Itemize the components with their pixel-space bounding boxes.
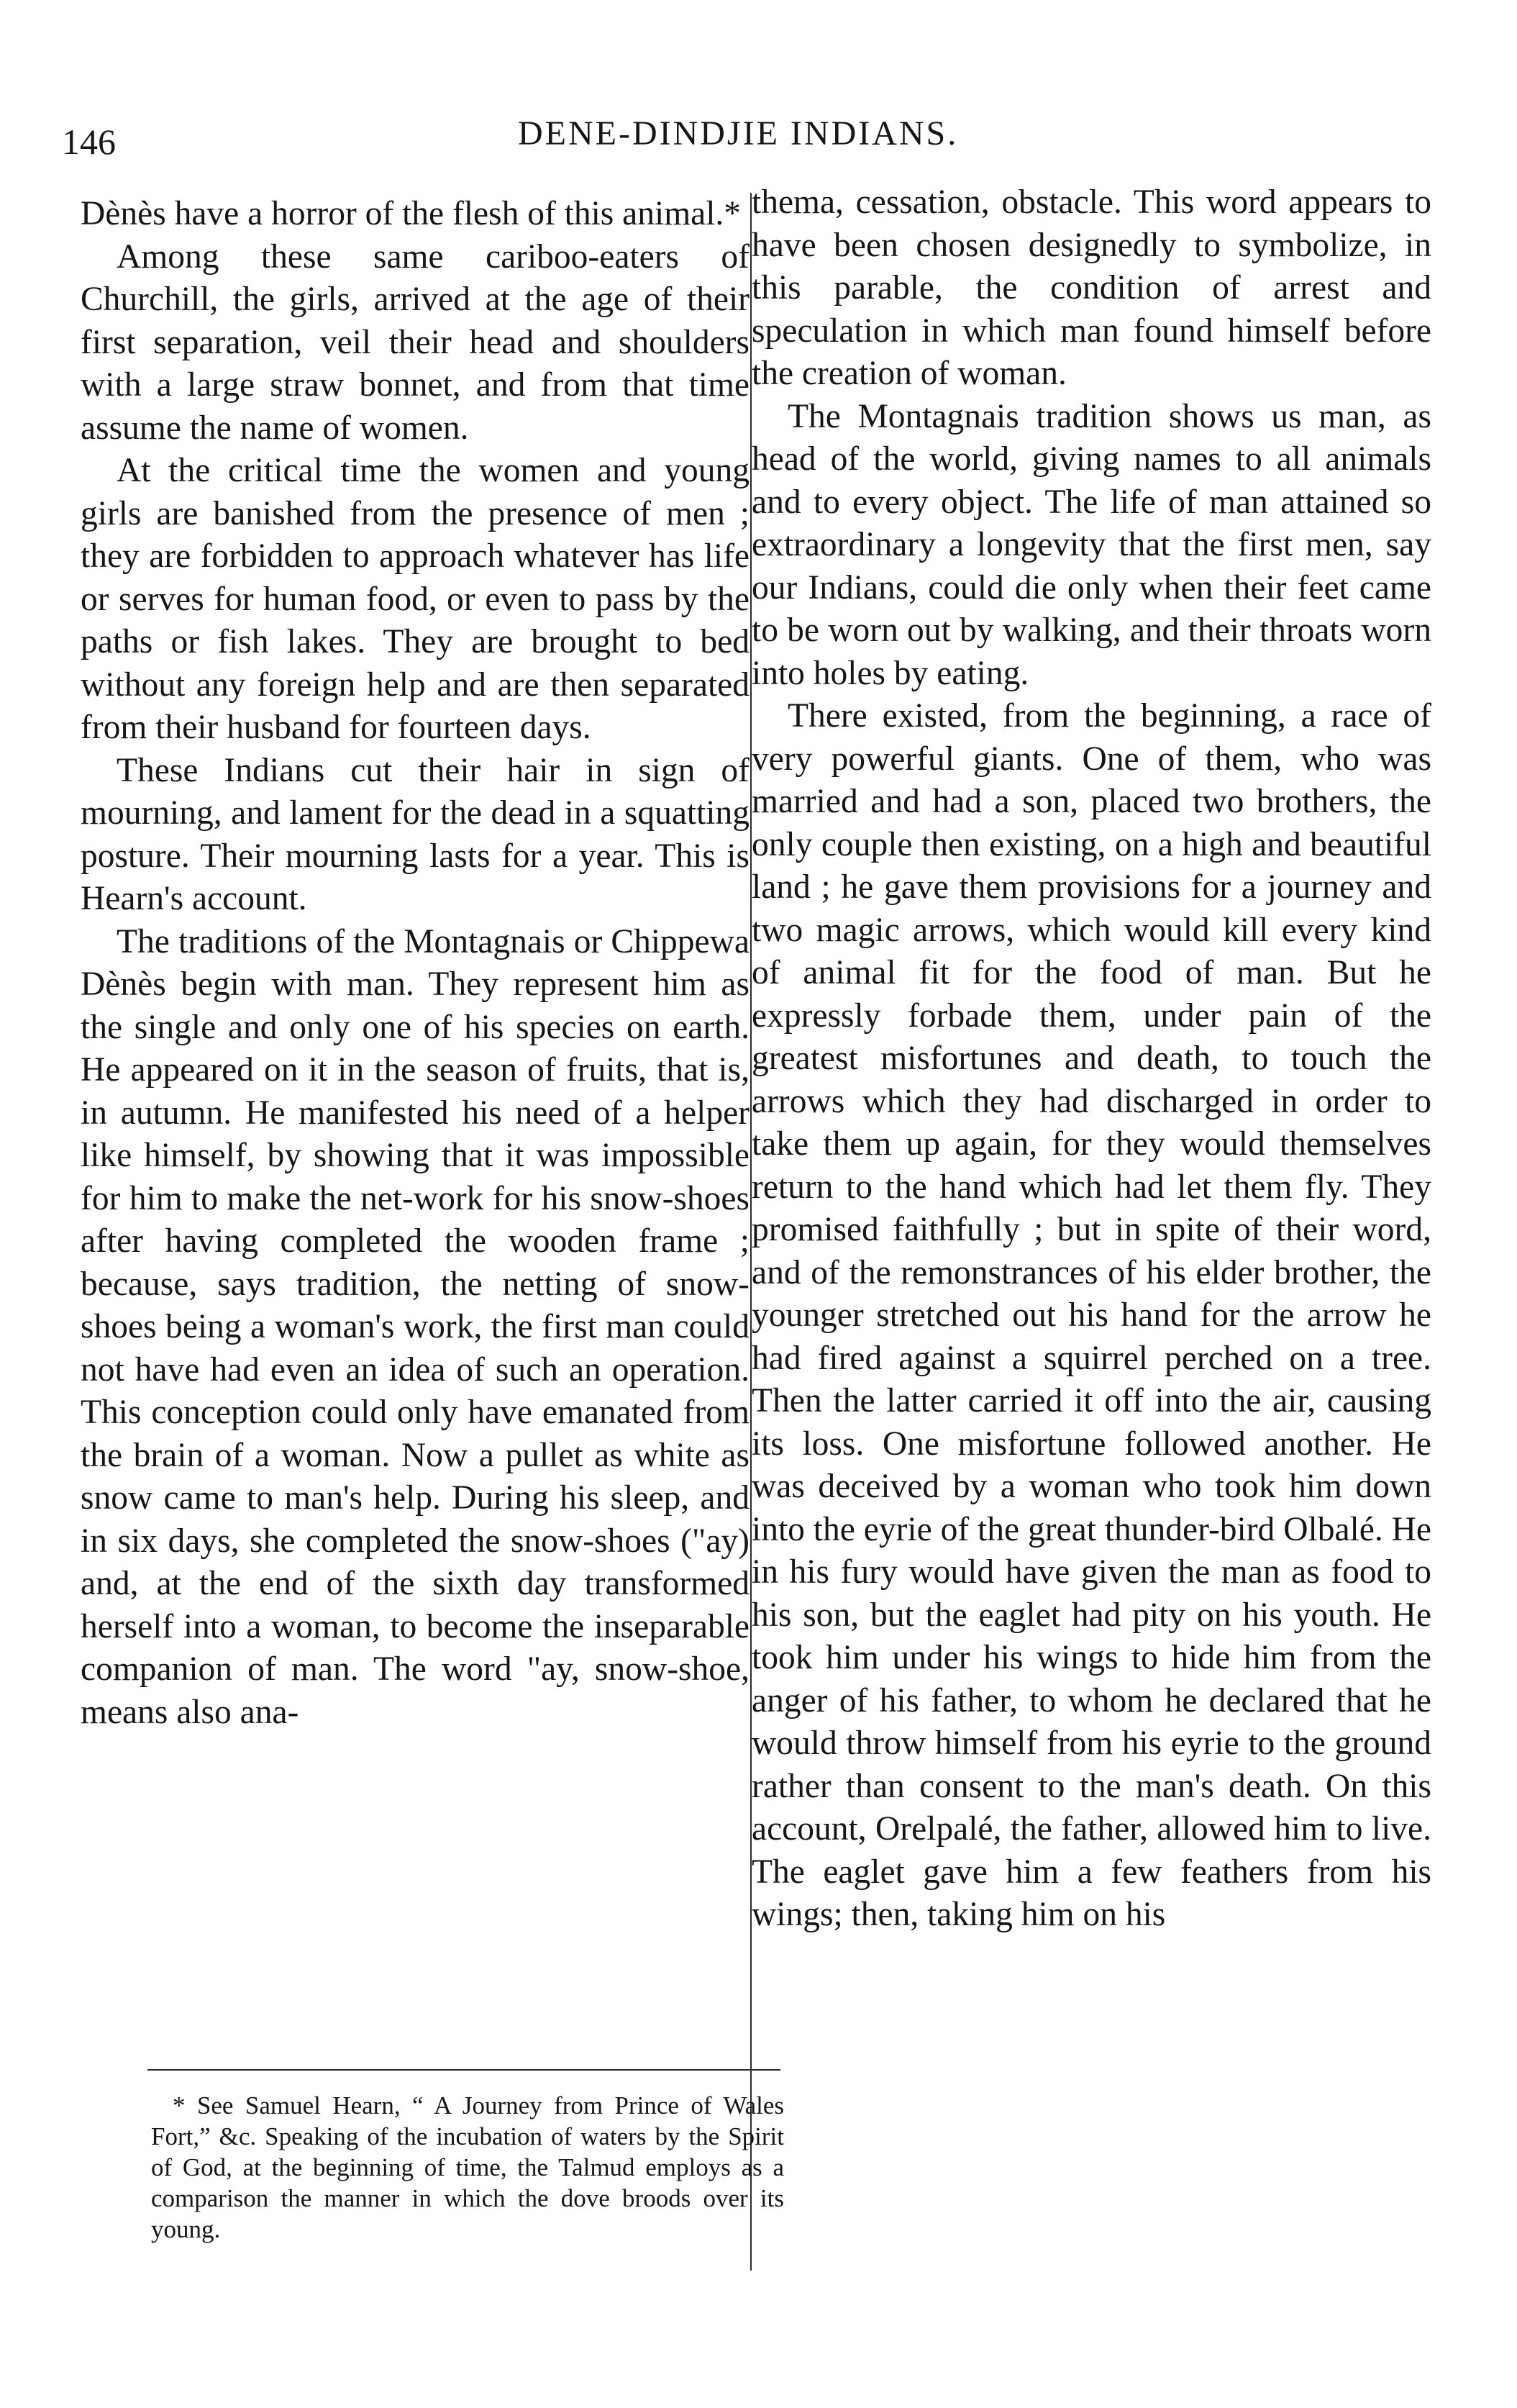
paragraph: There existed, from the beginning, a race of very powerful giants. One of them, who was married and had a son, placed two brothers, the only couple then existing, on a high and beautiful land ; he gave them provisions for a journey and two magic arrows, which would kill every kind of animal fit for the food of man. But he expressly forbade them, under pain of the greatest misfortunes and death, to touch the arrows which they had discharged in order to take them up again, for they would themselves return to the hand which had let them fly. They promised faithfully ; but in spite of their word, and of the remonstrances of his elder brother, the younger stretched out his hand for the arrow he had fired against a squirrel perched on a tree. Then the latter carried it off into the air, causing its loss. One misfortune followed another. He was deceived by a woman who took him down into the eyrie of the great thunder-bird Olbalé. He in his fury would have given the man as food to his son, but the eaglet had pity on his youth. He took him under his wings to hide him from the anger of his father, to whom he declared that he would throw himself from his eyrie to the ground rather than consent to the man's death. On this account, Orelpalé, the father, allowed him to live. The eaglet gave him a few feathers from his wings; then, taking him on his [752, 697, 1431, 1933]
running-head: DENE-DINDJIE INDIANS. [518, 114, 959, 153]
paragraph: thema, cessation, obstacle. This word appears to have been chosen designedly to symbolize, in this parable, the condition of arrest and speculation in which man found himself before the creation of woman. [752, 183, 1431, 392]
paragraph: The traditions of the Montagnais or Chippewa Dènès begin with man. They represent him as the single and only one of his species on earth. He appeared on it in the season of fruits, that is, in autumn. He manifested his need of a helper like himself, by showing that it was impossible for him to make the net-work for his snow-shoes after having completed the wooden frame ; because, says tradition, the netting of snow-shoes being a woman's work, the first man could not have had even an idea of such an operation. This conception could only have emanated from the brain of a woman. Now a pullet as white as snow came to man's help. During his sleep, and in six days, she completed the snow-shoes ("ay) and, at the end of the sixth day transformed herself into a woman, to become the inseparable companion of man. The word "ay, snow-shoe, means also ana- [81, 922, 750, 1731]
footnote: * See Samuel Hearn, “ A Journey from Prince of Wales Fort,” &c. Speaking of the incubation of waters by the Spirit of God, at the beginning of time, the Talmud employs as a comparison the manner in which the dove broods over its young. [151, 2091, 784, 2243]
paragraph: At the critical time the women and young girls are banished from the presence of men ; they are forbidden to approach whatever has life or serves for human food, or even to pass by the paths or fish lakes. They are brought to bed without any foreign help and are then separated from their husband for fourteen days. [81, 452, 750, 746]
paragraph: Among these same cariboo-eaters of Churchill, the girls, arrived at the age of their first separation, veil their head and shoulders with a large straw bonnet, and from that time assume the name of women. [81, 237, 750, 447]
paragraph: Dènès have a horror of the flesh of this animal.* [81, 195, 742, 232]
paragraph: The Montagnais tradition shows us man, as head of the world, giving names to all animals and to every object. The life of man attained so extraordinary a longevity that the first men, say our Indians, could die only when their feet came to be worn out by walking, and their throats worn into holes by eating. [752, 397, 1431, 692]
footnote-rule [147, 2069, 780, 2071]
page-number: 146 [62, 122, 116, 162]
paragraph: These Indians cut their hair in sign of mourning, and lament for the dead in a squatting posture. Their mourning lasts for a year. This is Hearn's account. [81, 751, 750, 917]
right-column [752, 181, 1431, 1937]
left-column [81, 193, 750, 1734]
